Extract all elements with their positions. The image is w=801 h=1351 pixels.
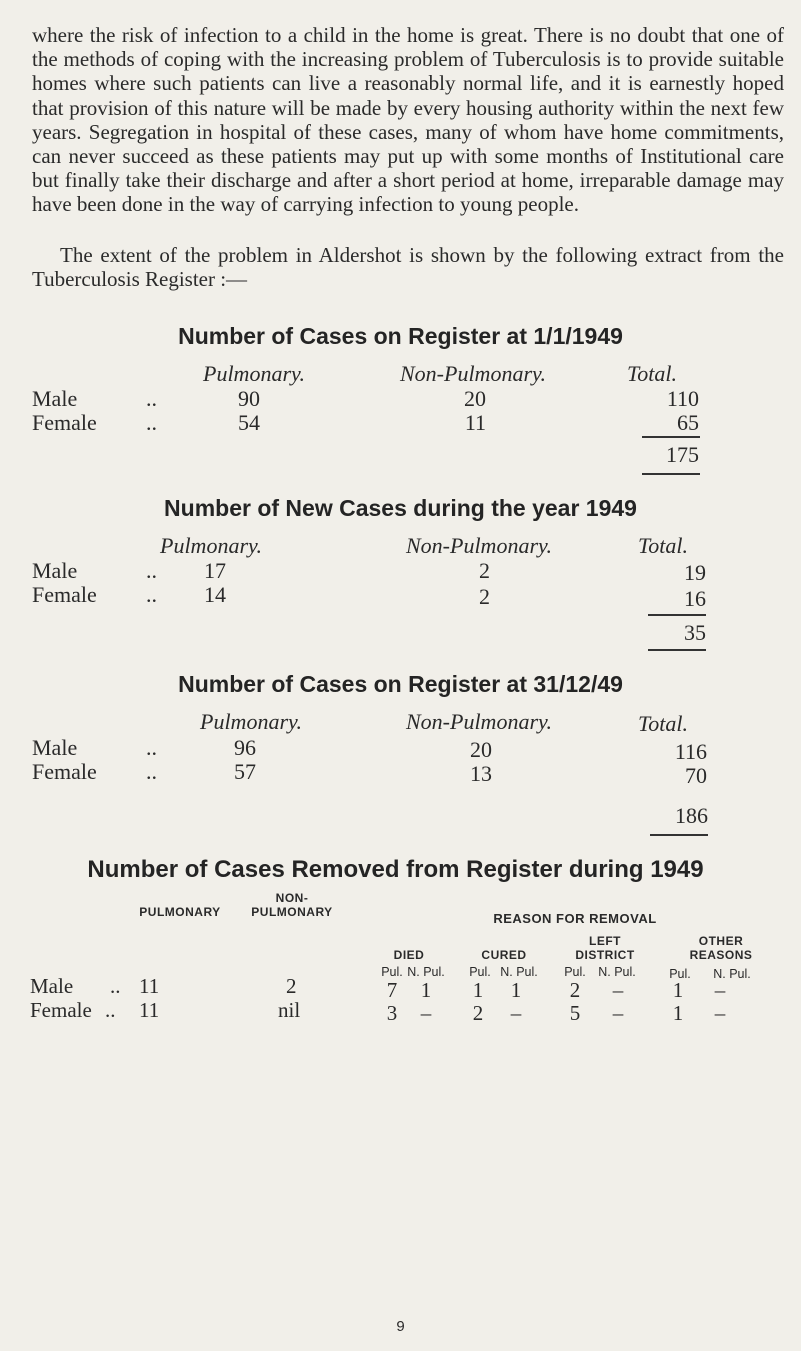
male-non-pulmonary: 20 xyxy=(464,386,486,411)
sum-rule xyxy=(642,436,700,438)
sub-header-pul: Pul. xyxy=(669,967,691,981)
reason-other-reasons-header: REASONS xyxy=(689,948,753,962)
sub-header-npul: N. Pul. xyxy=(500,965,538,979)
sum-rule xyxy=(642,473,700,475)
table-title: Number of Cases on Register at 1/1/1949 xyxy=(178,323,623,349)
female-cured-pul: 2 xyxy=(472,1001,484,1025)
page-number: 9 xyxy=(396,1318,405,1335)
female-non-pulmonary: nil xyxy=(278,998,301,1022)
table-title: Number of Cases Removed from Register during 1949 xyxy=(87,856,704,883)
male-total: 19 xyxy=(684,560,706,585)
male-died-npul: 1 xyxy=(420,978,432,1002)
col-header-total: Total. xyxy=(638,711,688,736)
male-non-pulmonary: 20 xyxy=(470,737,492,762)
grand-total: 186 xyxy=(675,803,708,828)
leader-dots: .. xyxy=(146,759,157,784)
female-died-pul: 3 xyxy=(386,1001,398,1025)
male-non-pulmonary: 2 xyxy=(286,974,297,998)
female-died-npul: – xyxy=(420,1001,432,1025)
col-header-pulmonary: Pulmonary. xyxy=(160,533,263,558)
male-other-pul: 1 xyxy=(672,978,684,1002)
col-header-total: Total. xyxy=(638,533,688,558)
leader-dots: .. xyxy=(110,974,121,998)
row-label-female: Female xyxy=(32,410,97,435)
female-non-pulmonary: 2 xyxy=(479,584,490,609)
male-pulmonary: 17 xyxy=(204,558,226,583)
male-pulmonary: 96 xyxy=(234,735,256,760)
grand-total: 35 xyxy=(684,620,706,645)
reason-left-header: LEFT xyxy=(589,934,621,948)
row-label-male: Male xyxy=(32,735,78,760)
female-pulmonary: 11 xyxy=(139,998,160,1022)
sum-rule xyxy=(648,614,706,616)
female-total: 70 xyxy=(685,763,707,788)
male-left-npul: – xyxy=(612,978,624,1002)
sub-header-pul: Pul. xyxy=(381,965,403,979)
body-paragraph-2: The extent of the problem in Aldershot is shown by the following extract from the Tuberculosis Register :— xyxy=(32,243,784,292)
col-header-pulmonary: Pulmonary. xyxy=(200,709,303,734)
row-label-female: Female xyxy=(32,582,97,607)
sub-header-npul: N. Pul. xyxy=(407,965,445,979)
row-label-male: Male xyxy=(30,974,74,998)
female-total: 65 xyxy=(677,410,699,435)
sum-rule xyxy=(648,649,706,651)
col-header-non-pulmonary: PULMONARY xyxy=(251,905,333,919)
sub-header-npul: N. Pul. xyxy=(713,967,751,981)
leader-dots: .. xyxy=(146,558,157,583)
col-header-non-pulmonary: Non-Pulmonary. xyxy=(406,709,553,734)
leader-dots: .. xyxy=(146,582,157,607)
table-title: Number of Cases on Register at 31/12/49 xyxy=(178,671,623,697)
leader-dots: .. xyxy=(146,386,157,411)
female-left-pul: 5 xyxy=(569,1001,581,1025)
female-non-pulmonary: 11 xyxy=(464,410,486,435)
sub-header-pul: Pul. xyxy=(469,965,491,979)
row-label-male: Male xyxy=(32,386,78,411)
sum-rule xyxy=(650,834,708,836)
leader-dots: .. xyxy=(146,735,157,760)
sub-header-npul: N. Pul. xyxy=(598,965,636,979)
col-header-non: NON- xyxy=(275,891,309,905)
col-header-non-pulmonary: Non-Pulmonary. xyxy=(406,533,553,558)
col-header-total: Total. xyxy=(627,361,677,386)
row-label-female: Female xyxy=(30,998,92,1022)
male-pulmonary: 90 xyxy=(238,386,260,411)
reason-other-header: OTHER xyxy=(698,934,744,948)
male-total: 110 xyxy=(666,386,699,411)
female-non-pulmonary: 13 xyxy=(470,761,492,786)
male-cured-npul: 1 xyxy=(510,978,522,1002)
body-paragraph-1: where the risk of infection to a child in the home is great. There is no doubt that one of the methods of coping with the increasing problem of Tuberculosis is to provide suitable homes where such patients can live a reasonably normal life, and it is earnestly hoped that provision of this nature will be made by every housing authority within the next few years. Segregation in hospital of these cases, many of whom have home commitments, can never succeed as these patients may put up with some months of Institutional care but finally take their discharge and after a short period at home, irreparable damage may have been done in the way of carrying infection to young people. xyxy=(32,23,784,217)
male-died-pul: 7 xyxy=(386,978,398,1002)
grand-total: 175 xyxy=(666,442,699,467)
female-pulmonary: 57 xyxy=(234,759,256,784)
leader-dots: .. xyxy=(105,998,116,1022)
male-other-npul: – xyxy=(714,978,726,1002)
male-total: 116 xyxy=(674,739,707,764)
table-title: Number of New Cases during the year 1949 xyxy=(164,495,637,521)
male-pulmonary: 11 xyxy=(139,974,160,998)
female-total: 16 xyxy=(684,586,706,611)
col-header-pulmonary: PULMONARY xyxy=(139,905,221,919)
female-left-npul: – xyxy=(612,1001,624,1025)
female-other-pul: 1 xyxy=(672,1001,684,1025)
female-other-npul: – xyxy=(714,1001,726,1025)
reason-left-district-header: DISTRICT xyxy=(575,948,635,962)
row-label-female: Female xyxy=(32,759,97,784)
male-cured-pul: 1 xyxy=(472,978,484,1002)
reason-died-header: DIED xyxy=(393,948,425,962)
male-left-pul: 2 xyxy=(569,978,581,1002)
female-pulmonary: 54 xyxy=(238,410,260,435)
female-pulmonary: 14 xyxy=(204,582,226,607)
row-label-male: Male xyxy=(32,558,78,583)
reason-cured-header: CURED xyxy=(481,948,527,962)
female-cured-npul: – xyxy=(510,1001,522,1025)
male-non-pulmonary: 2 xyxy=(479,558,490,583)
col-header-pulmonary: Pulmonary. xyxy=(203,361,306,386)
col-header-non-pulmonary: Non-Pulmonary. xyxy=(400,361,547,386)
reason-header: REASON FOR REMOVAL xyxy=(493,911,657,926)
sub-header-pul: Pul. xyxy=(564,965,586,979)
leader-dots: .. xyxy=(146,410,157,435)
